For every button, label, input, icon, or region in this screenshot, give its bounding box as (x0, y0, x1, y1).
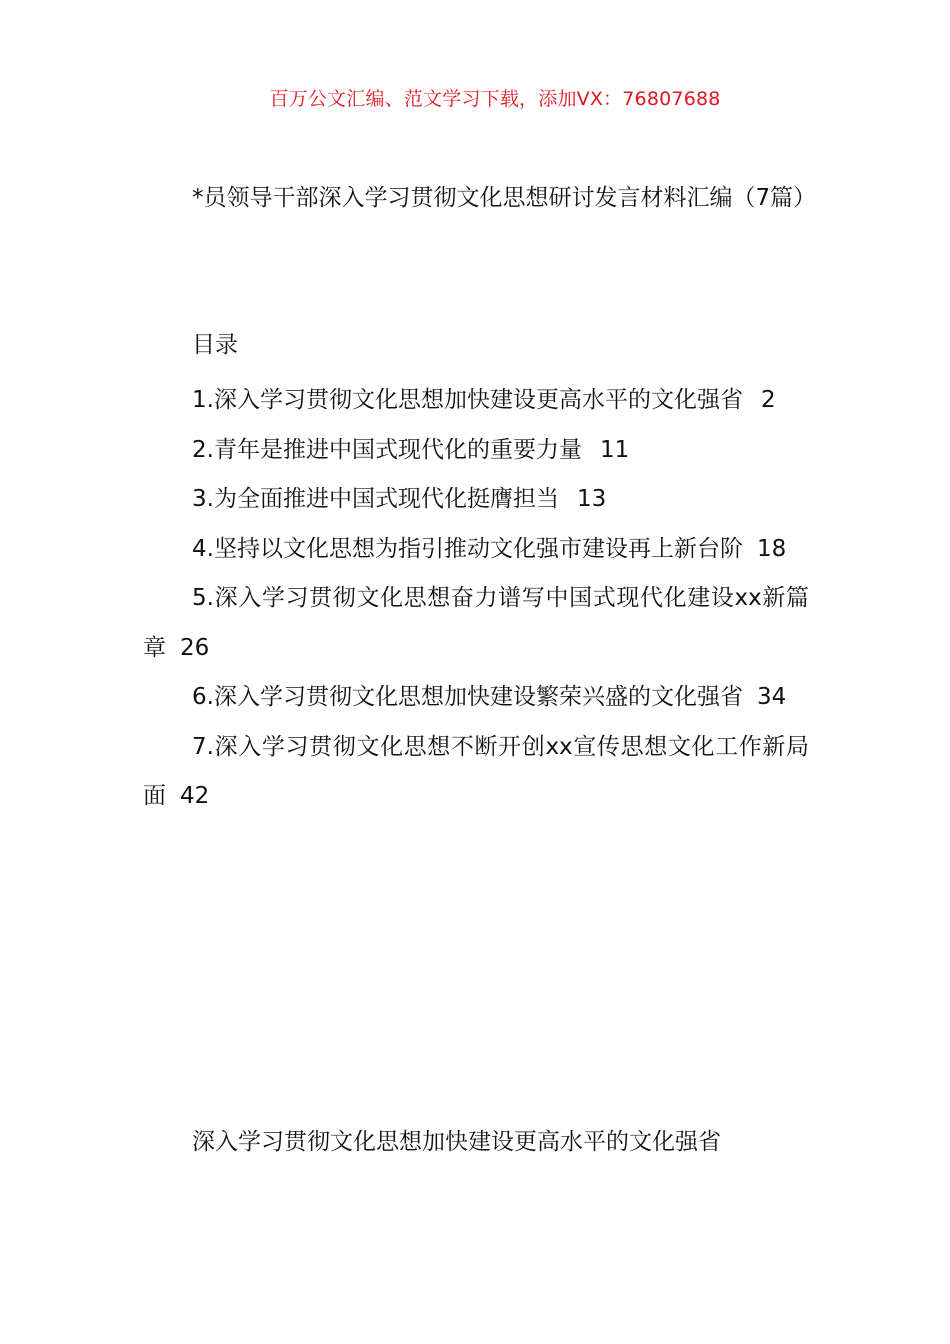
toc-entry-6[interactable] (143, 673, 809, 723)
toc-entry-title: 7.深入学习贯彻文化思想不断开创xx宣传思想文化工作新局面 (143, 733, 809, 809)
toc-entry-7[interactable] (143, 723, 809, 822)
table-of-contents (143, 376, 809, 822)
toc-entry-page: 34 (756, 684, 787, 710)
header-promo-note: 百万公文汇编、范文学习下载，添加VX：76807688 (269, 88, 721, 110)
toc-entry-page: 26 (180, 634, 210, 661)
toc-entry-page: 42 (180, 783, 210, 809)
toc-entry-title: 5.深入学习贯彻文化思想奋力谱写中国式现代化建设xx新篇章 (143, 585, 809, 661)
document-title: *员领导干部深入学习贯彻文化思想研讨发言材料汇编（7篇） (192, 185, 817, 211)
toc-entry-title: 3.为全面推进中国式现代化挺膺担当 (192, 486, 559, 512)
toc-entry-3[interactable] (143, 475, 809, 525)
toc-entry-2[interactable] (143, 426, 809, 476)
section-title: 深入学习贯彻文化思想加快建设更高水平的文化强省 (192, 1129, 721, 1155)
toc-entry-4[interactable] (143, 525, 809, 575)
toc-entry-5[interactable] (143, 574, 809, 673)
toc-entry-page: 18 (756, 535, 787, 562)
toc-entry-page: 13 (576, 486, 607, 512)
toc-entry-title: 2.青年是推进中国式现代化的重要力量 (192, 436, 582, 463)
toc-entry-title: 4.坚持以文化思想为指引推动文化强市建设再上新台阶 (192, 535, 743, 562)
toc-entry-title: 6.深入学习贯彻文化思想加快建设繁荣兴盛的文化强省 (192, 684, 743, 710)
toc-entry-page: 2 (760, 387, 776, 413)
toc-entry-1[interactable] (143, 376, 809, 426)
toc-entry-title: 1.深入学习贯彻文化思想加快建设更高水平的文化强省 (192, 387, 743, 413)
toc-heading: 目录 (192, 332, 238, 358)
toc-entry-page: 11 (599, 436, 630, 463)
